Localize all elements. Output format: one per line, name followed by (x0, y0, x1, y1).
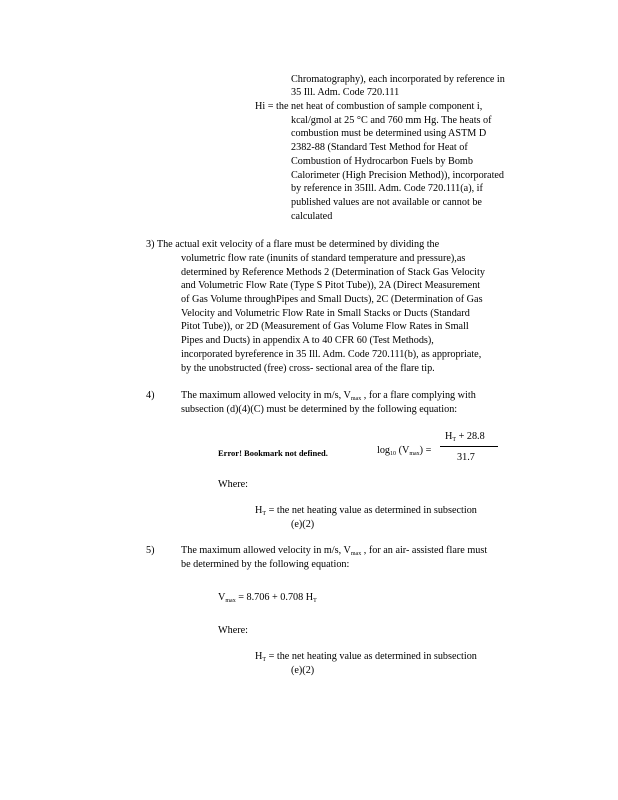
item5-number: 5) (146, 545, 155, 556)
item3-lead: 3) The actual exit velocity of a flare must be determined by dividing the (146, 239, 440, 250)
item3-line: Velocity and Volumetric Flow Rate in Small Stacks or Ducts (Standard (181, 308, 470, 319)
item4-line-2: subsection (d)(4)(C) must be determined by the following equation: (181, 404, 458, 415)
hi-definition-line: Combustion of Hydrocarbon Fuels by Bomb (291, 156, 473, 167)
item3-line: incorporated byreference in 35 Ill. Adm. Code 720.111(b), as appropriate, (181, 349, 482, 360)
hi-definition-lead: Hi = the net heat of combustion of sample component i, (255, 101, 483, 112)
chromatography-line-1: Chromatography), each incorporated by reference in (291, 74, 505, 85)
hi-definition-line: Calorimeter (High Precision Method)), incorporated (291, 170, 505, 181)
item3-line: determined by Reference Methods 2 (Determination of Stack Gas Velocity (181, 267, 485, 278)
item3-line: and Volumetric Flow Rate (Type S Pitot Tube)), 2A (Direct Measurement (181, 280, 481, 291)
hi-definition-line: combustion must be determined using ASTM D (291, 128, 487, 139)
equation-numerator: $H_T + 28.8$ (445, 431, 485, 443)
item5-ht-definition: $H_T$ = the net heating value as determined in subsection (255, 651, 477, 663)
item4-where-label: Where: (218, 479, 248, 490)
item3-line: volumetric flow rate (inunits of standard temperature and pressure),as (181, 253, 466, 264)
item3-line: Pitot Tube)), or 2D (Measurement of Gas Volume Flow Rates in Small (181, 321, 469, 332)
item4-line-1: The maximum allowed velocity in m/s, $V_{max}$ , for a flare complying with (181, 390, 476, 402)
hi-definition-line: published values are not available or cannot be (291, 197, 482, 208)
hi-definition-line: 2382-88 (Standard Test Method for Heat of (291, 142, 468, 153)
item4-number: 4) (146, 390, 155, 401)
item5-equation: $V_{max} = 8.706 + 0.708$ $H_T$ (218, 592, 317, 604)
log-term: $\log_{10} (V_{max})$ = (377, 445, 432, 457)
item4-ht-definition: $H_T$ = the net heating value as determined in subsection (255, 505, 477, 517)
hi-definition-line: calculated (291, 211, 333, 222)
item5-line-2: be determined by the following equation: (181, 559, 350, 570)
item3-line: by the unobstructed (free) cross- sectional area of the flare tip. (181, 363, 435, 374)
equation-denominator: 31.7 (457, 452, 475, 463)
item5-ht-reference: (e)(2) (291, 665, 315, 676)
item5-line-1: The maximum allowed velocity in m/s, $V_{max}$ , for an air- assisted flare must (181, 545, 488, 557)
hi-definition-line: by reference in 35Ill. Adm. Code 720.111(a), if (291, 183, 483, 194)
item4-ht-reference: (e)(2) (291, 519, 315, 530)
bookmark-error-text: Error! Bookmark not defined. (218, 448, 328, 458)
item3-line: Pipes and Ducts) in appendix A to 40 CFR 60 (Test Methods), (181, 335, 434, 346)
item3-line: of Gas Volume throughPipes and Small Ducts), 2C (Determination of Gas (181, 294, 483, 305)
chromatography-line-2: 35 Ill. Adm. Code 720.111 (291, 87, 400, 98)
hi-definition-line: kcal/gmol at 25 °C and 760 mm Hg. The heats of (291, 115, 492, 126)
fraction-bar (440, 446, 498, 447)
item5-where-label: Where: (218, 625, 248, 636)
